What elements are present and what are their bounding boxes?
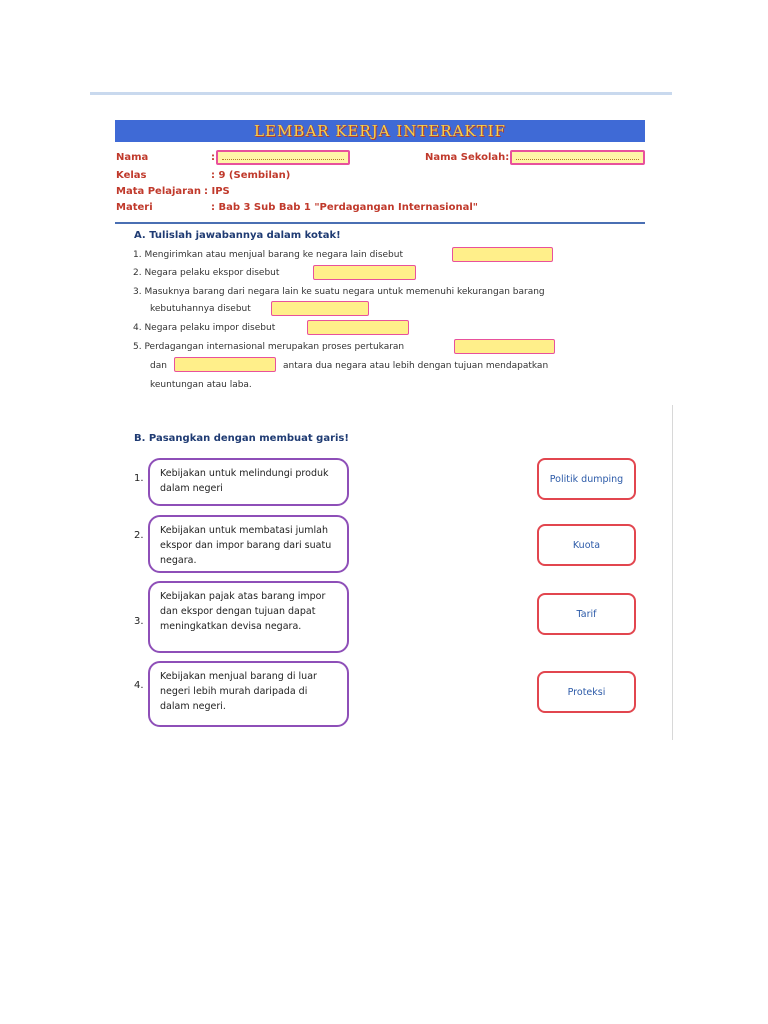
question-5-line2: antara dua negara atau lebih dengan tujuan mendapatkan [283,361,549,371]
answer-1-box[interactable] [452,247,553,262]
question-3-line2: kebutuhannya disebut [150,304,251,314]
answer-3-box[interactable] [271,301,369,316]
answer-2-box[interactable] [313,265,416,280]
match-number-4: 4. [134,680,144,691]
statement-4[interactable]: Kebijakan menjual barang di luar negeri lebih murah daripada di dalam negeri. [148,661,349,727]
sekolah-input[interactable] [510,150,645,165]
kelas-value: : 9 (Sembilan) [211,170,291,181]
answer-4-box[interactable] [307,320,409,335]
match-number-3: 3. [134,616,144,627]
match-number-1: 1. [134,473,144,484]
term-politik-dumping[interactable]: Politik dumping [537,458,636,500]
top-divider [90,92,672,95]
question-1: 1. Mengirimkan atau menjual barang ke negara lain disebut [133,250,404,260]
answer-5b-box[interactable] [174,357,276,372]
term-tarif[interactable]: Tarif [537,593,636,635]
statement-2[interactable]: Kebijakan untuk membatasi jumlah ekspor dan impor barang dari suatu negara. [148,515,349,573]
section-a-title: A. Tulislah jawabannya dalam kotak! [134,230,341,241]
mapel-value: : IPS [204,186,230,197]
question-5-line3: keuntungan atau laba. [150,380,252,390]
materi-label: Materi [116,202,153,213]
question-3-line1: 3. Masuknya barang dari negara lain ke suatu negara untuk memenuhi kekurangan barang [133,287,545,297]
term-proteksi[interactable]: Proteksi [537,671,636,713]
right-edge-rule [672,405,673,740]
nama-input[interactable] [216,150,350,165]
section-divider [115,222,645,224]
kelas-label: Kelas [116,170,147,181]
question-4: 4. Negara pelaku impor disebut [133,323,276,333]
materi-value: : Bab 3 Sub Bab 1 "Perdagangan Internasional" [211,202,478,213]
match-number-2: 2. [134,530,144,541]
statement-3[interactable]: Kebijakan pajak atas barang impor dan ekspor dengan tujuan dapat meningkatkan devisa negara. [148,581,349,653]
mapel-label: Mata Pelajaran [116,186,201,197]
section-b-title: B. Pasangkan dengan membuat garis! [134,433,349,444]
question-2: 2. Negara pelaku ekspor disebut [133,268,280,278]
nama-separator: : [211,152,215,163]
question-5-line1: 5. Perdagangan internasional merupakan proses pertukaran [133,342,405,352]
worksheet-title: LEMBAR KERJA INTERAKTIF [115,120,645,142]
statement-1[interactable]: Kebijakan untuk melindungi produk dalam negeri [148,458,349,506]
nama-label: Nama [116,152,149,163]
question-5-dan: dan [150,361,167,371]
sekolah-label: Nama Sekolah: [425,152,510,163]
answer-5a-box[interactable] [454,339,555,354]
term-kuota[interactable]: Kuota [537,524,636,566]
